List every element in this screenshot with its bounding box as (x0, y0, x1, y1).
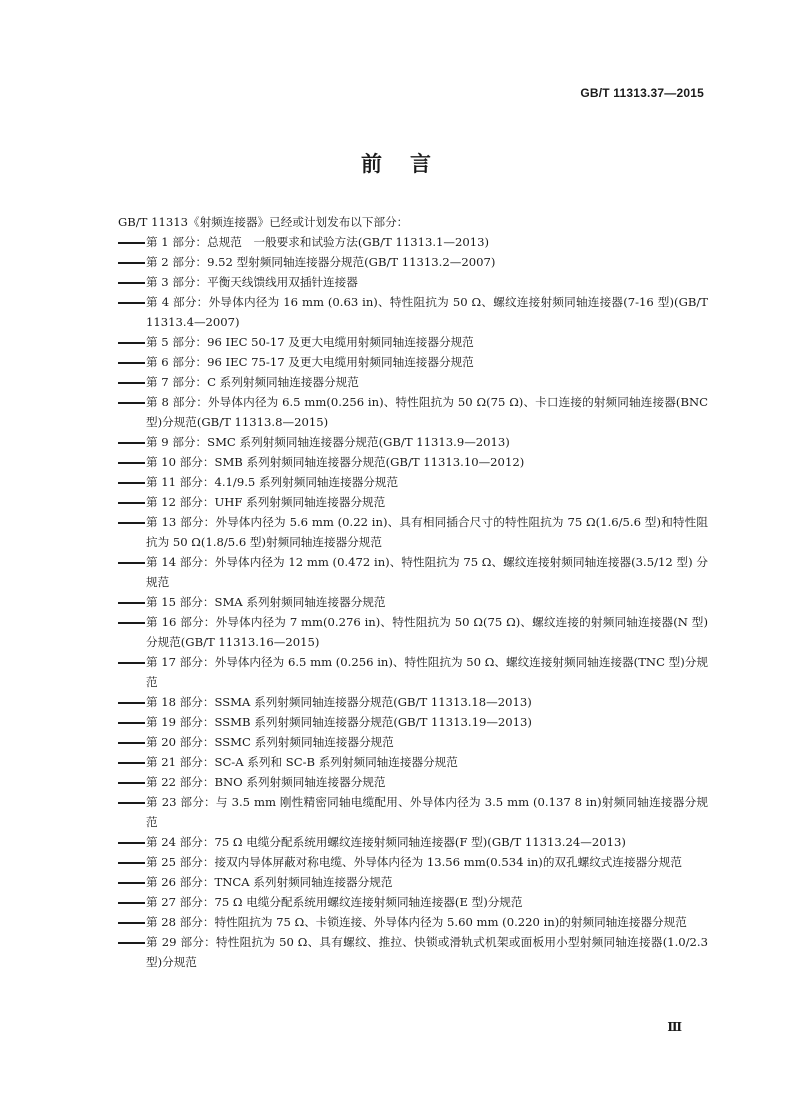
list-item-text: 第 14 部分：外导体内径为 12 mm (0.472 in)、特性阻抗为 75 Ω、螺纹连接射频同轴连接器(3.5/12 型) 分规范 (146, 555, 708, 589)
em-dash-marker (118, 852, 146, 872)
list-item-text: 第 4 部分：外导体内径为 16 mm (0.63 in)、特性阻抗为 50 Ω、螺纹连接射频同轴连接器(7-16 型)(GB/T 11313.4—2007) (146, 295, 708, 329)
list-item (118, 492, 708, 512)
list-item (118, 352, 708, 372)
em-dash-marker (118, 432, 146, 452)
list-item-text: 第 16 部分：外导体内径为 7 mm(0.276 in)、特性阻抗为 50 Ω(75 Ω)、螺纹连接的射频同轴连接器(N 型)分规范(GB/T 11313.16—2015) (146, 615, 708, 649)
list-item (118, 472, 708, 492)
list-item-text: 第 18 部分：SSMA 系列射频同轴连接器分规范(GB/T 11313.18—2013) (146, 695, 532, 709)
em-dash-marker (118, 932, 146, 972)
list-item-text: 第 8 部分：外导体内径为 6.5 mm(0.256 in)、特性阻抗为 50 Ω(75 Ω)、卡口连接的射频同轴连接器(BNC 型)分规范(GB/T 11313.8—2015) (146, 395, 708, 429)
list-item-text: 第 22 部分：BNO 系列射频同轴连接器分规范 (146, 775, 386, 789)
list-item (118, 512, 708, 552)
standard-code: GB/T 11313.37—2015 (580, 86, 704, 100)
em-dash-marker (118, 592, 146, 612)
list-item-text: 第 23 部分：与 3.5 mm 刚性精密同轴电缆配用、外导体内径为 3.5 mm (0.137 8 in)射频同轴连接器分规范 (146, 795, 708, 829)
list-item-text: 第 11 部分：4.1/9.5 系列射频同轴连接器分规范 (146, 475, 399, 489)
list-item-text: 第 26 部分：TNCA 系列射频同轴连接器分规范 (146, 875, 393, 889)
list-item-text: 第 1 部分：总规范 一般要求和试验方法(GB/T 11313.1—2013) (146, 235, 490, 249)
list-item (118, 432, 708, 452)
em-dash-marker (118, 492, 146, 512)
list-item-text: 第 9 部分：SMC 系列射频同轴连接器分规范(GB/T 11313.9—2013) (146, 435, 510, 449)
list-item (118, 872, 708, 892)
em-dash-marker (118, 912, 146, 932)
list-item-text: 第 19 部分：SSMB 系列射频同轴连接器分规范(GB/T 11313.19—2013) (146, 715, 532, 729)
list-item-text: 第 12 部分：UHF 系列射频同轴连接器分规范 (146, 495, 386, 509)
em-dash-marker (118, 792, 146, 832)
list-item (118, 292, 708, 332)
em-dash-marker (118, 692, 146, 712)
list-item-text: 第 2 部分：9.52 型射频同轴连接器分规范(GB/T 11313.2—2007) (146, 255, 496, 269)
em-dash-marker (118, 512, 146, 552)
em-dash-marker (118, 752, 146, 772)
em-dash-marker (118, 472, 146, 492)
em-dash-marker (118, 372, 146, 392)
em-dash-marker (118, 452, 146, 472)
list-item (118, 892, 708, 912)
list-item-text: 第 24 部分：75 Ω 电缆分配系统用螺纹连接射频同轴连接器(F 型)(GB/T 11313.24—2013) (146, 835, 626, 849)
list-item-text: 第 21 部分：SC-A 系列和 SC-B 系列射频同轴连接器分规范 (146, 755, 458, 769)
list-item (118, 732, 708, 752)
em-dash-marker (118, 652, 146, 692)
list-item (118, 772, 708, 792)
em-dash-marker (118, 872, 146, 892)
em-dash-marker (118, 352, 146, 372)
list-item (118, 552, 708, 592)
em-dash-marker (118, 252, 146, 272)
list-item (118, 792, 708, 832)
page-title: 前言 (361, 151, 459, 176)
list-item-text: 第 29 部分：特性阻抗为 50 Ω、具有螺纹、推拉、快锁或滑轨式机架或面板用小型射频同轴连接器(1.0/2.3 型)分规范 (146, 935, 708, 969)
page-number: Ⅲ (667, 1020, 682, 1034)
em-dash-marker (118, 712, 146, 732)
parts-list (118, 232, 708, 972)
list-item-text: 第 25 部分：接双内导体屏蔽对称电缆、外导体内径为 13.56 mm(0.534 in)的双孔螺纹式连接器分规范 (146, 855, 682, 869)
list-item (118, 252, 708, 272)
list-item-text: 第 27 部分：75 Ω 电缆分配系统用螺纹连接射频同轴连接器(E 型)分规范 (146, 895, 523, 909)
list-item (118, 712, 708, 732)
em-dash-marker (118, 232, 146, 252)
list-item (118, 232, 708, 252)
list-item (118, 692, 708, 712)
em-dash-marker (118, 392, 146, 432)
document-body (118, 212, 708, 972)
list-item (118, 932, 708, 972)
em-dash-marker (118, 772, 146, 792)
intro-paragraph: GB/T 11313《射频连接器》已经或计划发布以下部分： (118, 215, 409, 229)
list-item (118, 272, 708, 292)
list-item (118, 912, 708, 932)
list-item-text: 第 15 部分：SMA 系列射频同轴连接器分规范 (146, 595, 386, 609)
list-item-text: 第 7 部分：C 系列射频同轴连接器分规范 (146, 375, 359, 389)
list-item-text: 第 6 部分：96 IEC 75-17 及更大电缆用射频同轴连接器分规范 (146, 355, 474, 369)
em-dash-marker (118, 732, 146, 752)
list-item (118, 852, 708, 872)
em-dash-marker (118, 292, 146, 332)
em-dash-marker (118, 832, 146, 852)
list-item-text: 第 10 部分：SMB 系列射频同轴连接器分规范(GB/T 11313.10—2012) (146, 455, 525, 469)
list-item (118, 612, 708, 652)
list-item (118, 452, 708, 472)
list-item (118, 832, 708, 852)
list-item (118, 372, 708, 392)
list-item-text: 第 3 部分：平衡天线馈线用双插针连接器 (146, 275, 358, 289)
list-item (118, 392, 708, 432)
list-item (118, 592, 708, 612)
em-dash-marker (118, 332, 146, 352)
list-item-text: 第 13 部分：外导体内径为 5.6 mm (0.22 in)、具有相同插合尺寸的特性阻抗为 75 Ω(1.6/5.6 型)和特性阻抗为 50 Ω(1.8/5.6 型)射频同轴连接器分规范 (146, 515, 708, 549)
em-dash-marker (118, 612, 146, 652)
list-item-text: 第 17 部分：外导体内径为 6.5 mm (0.256 in)、特性阻抗为 50 Ω、螺纹连接射频同轴连接器(TNC 型)分规范 (146, 655, 708, 689)
em-dash-marker (118, 272, 146, 292)
list-item (118, 652, 708, 692)
em-dash-marker (118, 892, 146, 912)
list-item-text: 第 5 部分：96 IEC 50-17 及更大电缆用射频同轴连接器分规范 (146, 335, 474, 349)
list-item-text: 第 28 部分：特性阻抗为 75 Ω、卡锁连接、外导体内径为 5.60 mm (0.220 in)的射频同轴连接器分规范 (146, 915, 687, 929)
list-item (118, 752, 708, 772)
list-item (118, 332, 708, 352)
em-dash-marker (118, 552, 146, 592)
list-item-text: 第 20 部分：SSMC 系列射频同轴连接器分规范 (146, 735, 394, 749)
